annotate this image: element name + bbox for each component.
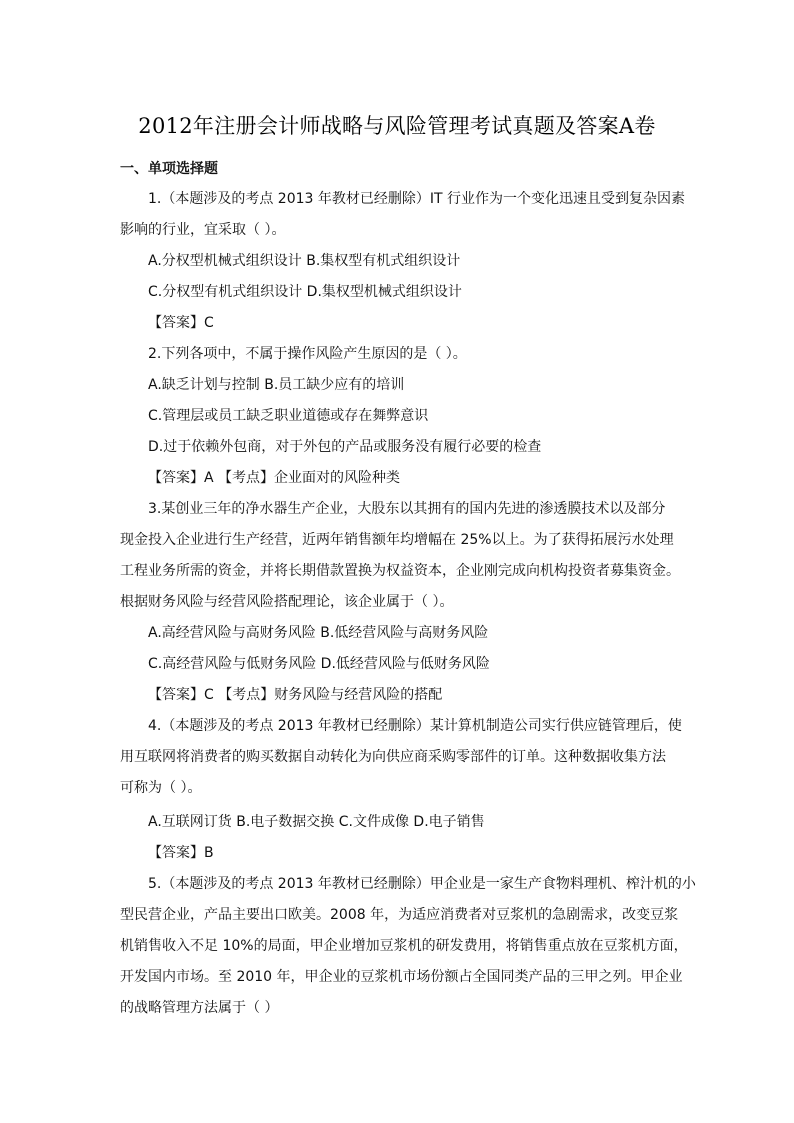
question-4-option-line-1: A.互联网订货 B.电子数据交换 C.文件成像 D.电子销售 [148,814,485,830]
question-1-answer: 【答案】C [148,315,214,331]
question-3-option-line-1: A.高经营风险与高财务风险 B.低经营风险与高财务风险 [148,625,489,641]
question-1-option-line-1: A.分权型机械式组织设计 B.集权型有机式组织设计 [148,253,461,269]
question-2-stem-line-1: 2.下列各项中，不属于操作风险产生原因的是（ ）。 [148,346,467,362]
question-5-stem-line-3: 机销售收入不足 10%的局面，甲企业增加豆浆机的研发费用，将销售重点放在豆浆机方面， [120,938,688,954]
question-1-option-line-2: C.分权型有机式组织设计 D.集权型机械式组织设计 [148,284,462,300]
question-5-stem-line-4: 开发国内市场。至 2010 年，甲企业的豆浆机市场份额占全国同类产品的三甲之列。甲企业 [120,969,683,985]
question-3-stem-line-1: 3.某创业三年的净水器生产企业，大股东以其拥有的国内先进的渗透膜技术以及部分 [148,501,666,517]
question-4-stem-line-1: 4.（本题涉及的考点 2013 年教材已经删除）某计算机制造公司实行供应链管理后，使 [148,718,682,734]
question-5-stem-line-2: 型民营企业，产品主要出口欧美。2008 年，为适应消费者对豆浆机的急剧需求，改变豆浆 [120,907,679,923]
question-3-stem-line-4: 根据财务风险与经营风险搭配理论，该企业属于（ ）。 [120,594,454,610]
question-3-option-line-2: C.高经营风险与低财务风险 D.低经营风险与低财务风险 [148,656,490,672]
question-4-stem-line-2: 用互联网将消费者的购买数据自动转化为向供应商采购零部件的订单。这种数据收集方法 [120,749,666,765]
question-2-option-line-3: D.过于依赖外包商，对于外包的产品或服务没有履行必要的检查 [148,439,542,455]
question-2-option-line-1: A.缺乏计划与控制 B.员工缺少应有的培训 [148,377,405,393]
question-4-stem-line-3: 可称为（ ）。 [120,780,202,796]
question-2-option-line-2: C.管理层或员工缺乏职业道德或存在舞弊意识 [148,408,429,424]
question-3-answer: 【答案】C 【考点】财务风险与经营风险的搭配 [148,687,443,703]
question-3-stem-line-3: 工程业务所需的资金，并将长期借款置换为权益资本，企业刚完成向机构投资者募集资金。 [120,563,680,579]
question-5-stem-line-1: 5.（本题涉及的考点 2013 年教材已经删除）甲企业是一家生产食物料理机、榨汁机的小 [148,876,696,892]
question-4-answer: 【答案】B [148,845,214,861]
question-2-answer: 【答案】A 【考点】企业面对的风险种类 [148,470,401,486]
question-1-stem-line-2: 影响的行业，宜采取（ ）。 [120,222,286,238]
document-title: 2012年注册会计师战略与风险管理考试真题及答案A卷 [138,114,656,138]
question-5-stem-line-5: 的战略管理方法属于（ ） [120,1000,279,1016]
section-heading: 一、单项选择题 [120,161,218,177]
question-3-stem-line-2: 现金投入企业进行生产经营，近两年销售额年均增幅在 25%以上。为了获得拓展污水处理 [120,532,674,548]
question-1-stem-line-1: 1.（本题涉及的考点 2013 年教材已经删除）IT 行业作为一个变化迅速且受到复杂因素 [148,191,686,207]
